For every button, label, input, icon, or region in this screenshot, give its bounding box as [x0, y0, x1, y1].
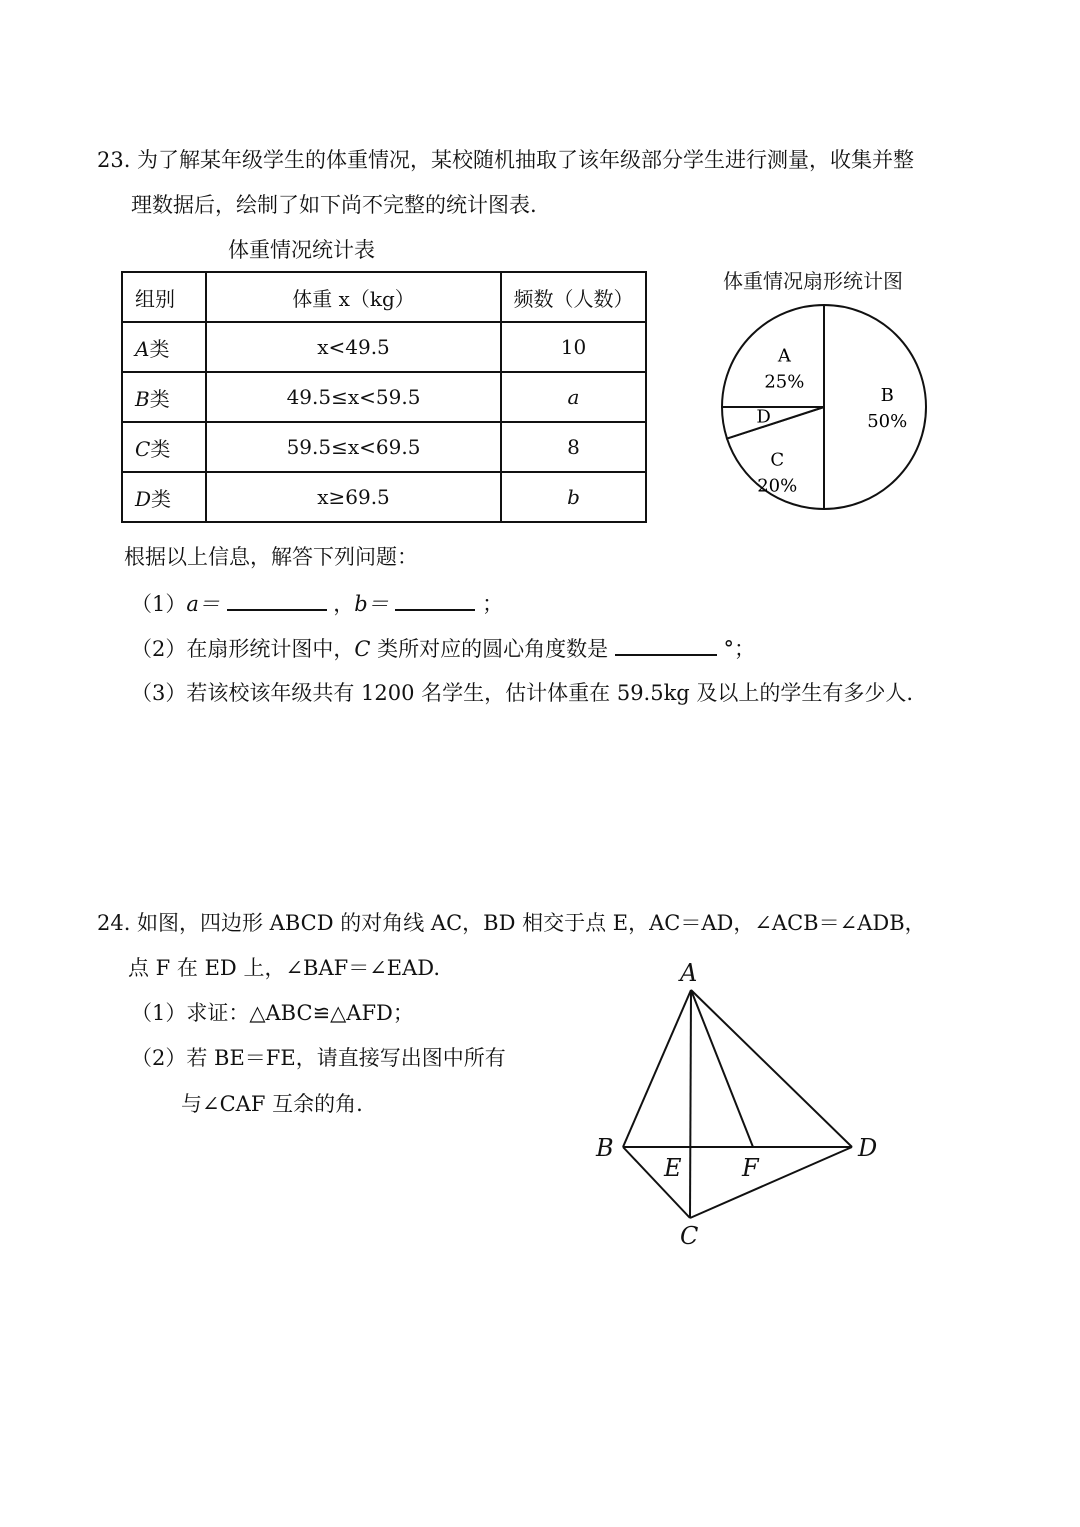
table-title: 体重情况统计表	[228, 238, 375, 262]
row-freq: 10	[501, 322, 646, 372]
pie-slice-b	[824, 305, 926, 509]
q23-part3: （3）若该校该年级共有 1200 名学生，估计体重在 59.5kg 及以上的学生有多少人.	[131, 681, 914, 705]
row-freq: b	[501, 472, 646, 522]
row-freq: 8	[501, 422, 646, 472]
row-group: D类	[122, 472, 206, 522]
label-c: C	[680, 1222, 699, 1250]
q23-line2: 理数据后，绘制了如下尚不完整的统计图表.	[131, 193, 537, 217]
figure-lines	[623, 990, 852, 1218]
q24-part1: （1）求证：△ABC≌△AFD；	[131, 1001, 414, 1025]
row-range: x≥69.5	[206, 472, 501, 522]
q24-part2a: （2）若 BE＝FE，请直接写出图中所有	[131, 1046, 506, 1070]
weight-table	[121, 271, 647, 523]
pie-percent-c: 20%	[757, 475, 798, 497]
table-row	[122, 322, 646, 372]
pie-label-c: C	[770, 449, 785, 471]
q24-line1: 如图，四边形 ABCD 的对角线 AC，BD 相交于点 E，AC＝AD，∠ACB＝∠ADB，	[137, 911, 926, 935]
row-group: C类	[122, 422, 206, 472]
label-e: E	[664, 1154, 682, 1182]
header-group: 组别	[122, 272, 206, 322]
row-range: x<49.5	[206, 322, 501, 372]
q24-line2: 点 F 在 ED 上，∠BAF＝∠EAD.	[128, 956, 441, 980]
pie-percent-a: 25%	[764, 371, 805, 393]
label-f: F	[742, 1154, 759, 1182]
header-freq: 频数（人数）	[501, 272, 646, 322]
row-range: 49.5≤x<59.5	[206, 372, 501, 422]
label-b: B	[596, 1134, 614, 1162]
answer-blank-angle[interactable]	[615, 634, 717, 656]
row-group: B类	[122, 372, 206, 422]
pie-title: 体重情况扇形统计图	[723, 269, 903, 293]
segment-ac	[690, 990, 691, 1218]
answer-blank-a[interactable]	[227, 589, 327, 611]
answer-blank-b[interactable]	[395, 589, 475, 611]
pie-label-d: D	[756, 406, 771, 428]
pie-label-a: A	[777, 345, 791, 367]
quadrilateral-figure	[580, 950, 900, 1260]
pie-chart	[700, 290, 950, 520]
segment-ad	[691, 990, 852, 1147]
row-group: A类	[122, 322, 206, 372]
q23-part1: （1）a＝ ，b＝ ；	[131, 589, 503, 618]
segment-af	[691, 990, 753, 1147]
segment-cd	[690, 1147, 852, 1218]
pie-percent-b: 50%	[867, 411, 908, 432]
table-row	[122, 472, 646, 522]
q24-part2b: 与∠CAF 互余的角.	[181, 1092, 363, 1116]
segment-ab	[623, 990, 691, 1147]
q24-number: 24.	[97, 911, 131, 935]
label-a: A	[680, 959, 698, 987]
table-header-row	[122, 272, 646, 322]
label-d: D	[858, 1134, 878, 1162]
header-weight: 体重 x（kg）	[206, 272, 501, 322]
row-range: 59.5≤x<69.5	[206, 422, 501, 472]
q23-intro: 根据以上信息，解答下列问题：	[124, 545, 418, 569]
q23-part2: （2）在扇形统计图中，C 类所对应的圆心角度数是 °；	[131, 634, 755, 663]
table-row	[122, 372, 646, 422]
q23-number: 23.	[97, 148, 131, 172]
pie-label-b: B	[880, 385, 894, 406]
row-freq: a	[501, 372, 646, 422]
q23-line1: 为了解某年级学生的体重情况，某校随机抽取了该年级部分学生进行测量，收集并整	[137, 148, 914, 172]
table-row	[122, 422, 646, 472]
